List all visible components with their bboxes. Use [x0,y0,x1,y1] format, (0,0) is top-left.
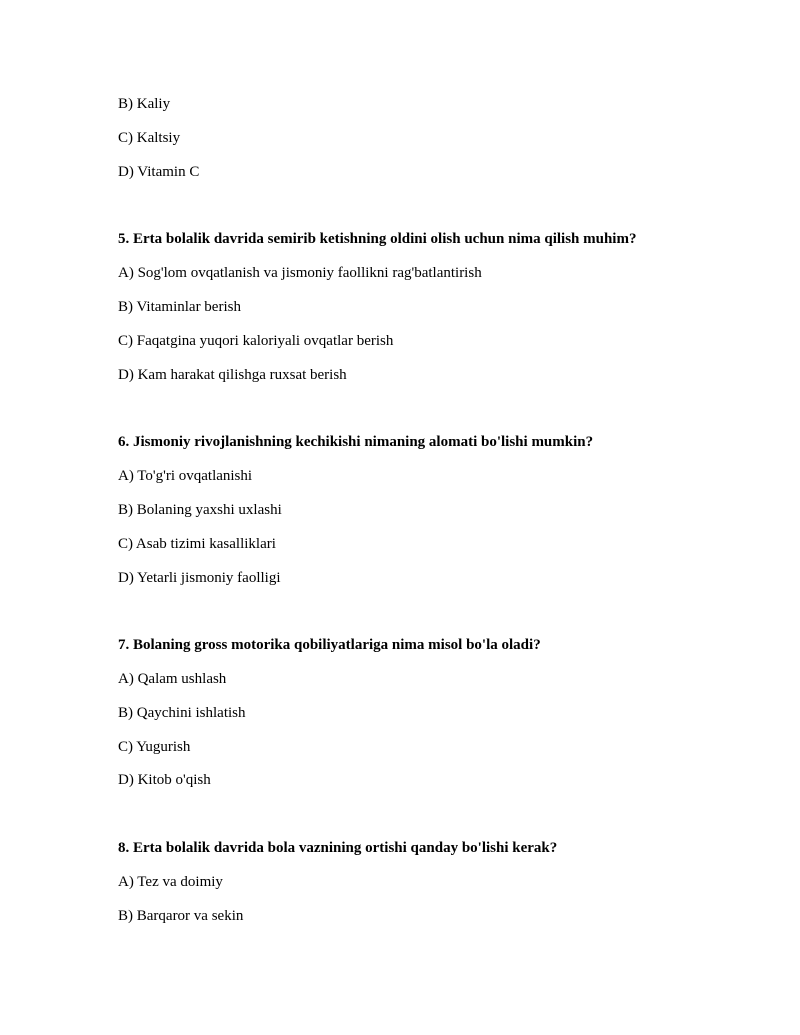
question-8-text: 8. Erta bolalik davrida bola vaznining ortishi qanday bo'lishi kerak? [118,840,558,856]
question-6-text: 6. Jismoniy rivojlanishning kechikishi nimaning alomati bo'lishi mumkin? [118,434,594,450]
q4-option-d: D) Vitamin C [118,164,200,180]
question-5-text: 5. Erta bolalik davrida semirib ketishning oldini olish uchun nima qilish muhim? [118,231,637,247]
q5-option-c: C) Faqatgina yuqori kaloriyali ovqatlar berish [118,333,394,349]
q6-option-b: B) Bolaning yaxshi uxlashi [118,502,282,518]
q8-option-a: A) Tez va doimiy [118,874,223,890]
q7-option-d: D) Kitob o'qish [118,772,211,788]
q6-option-a: A) To'g'ri ovqatlanishi [118,468,253,484]
q7-option-b: B) Qaychini ishlatish [118,705,246,721]
q4-option-b: B) Kaliy [118,96,171,112]
q4-option-c: C) Kaltsiy [118,130,181,146]
q8-option-b: B) Barqaror va sekin [118,908,244,924]
q5-option-b: B) Vitaminlar berish [118,299,241,315]
q7-option-c: C) Yugurish [118,739,191,755]
q7-option-a: A) Qalam ushlash [118,671,227,687]
q6-option-d: D) Yetarli jismoniy faolligi [118,570,281,586]
q5-option-a: A) Sog'lom ovqatlanish va jismoniy faollikni rag'batlantirish [118,265,482,281]
question-7-text: 7. Bolaning gross motorika qobiliyatlariga nima misol bo'la oladi? [118,637,541,653]
q6-option-c: C) Asab tizimi kasalliklari [118,536,276,552]
q5-option-d: D) Kam harakat qilishga ruxsat berish [118,367,347,383]
